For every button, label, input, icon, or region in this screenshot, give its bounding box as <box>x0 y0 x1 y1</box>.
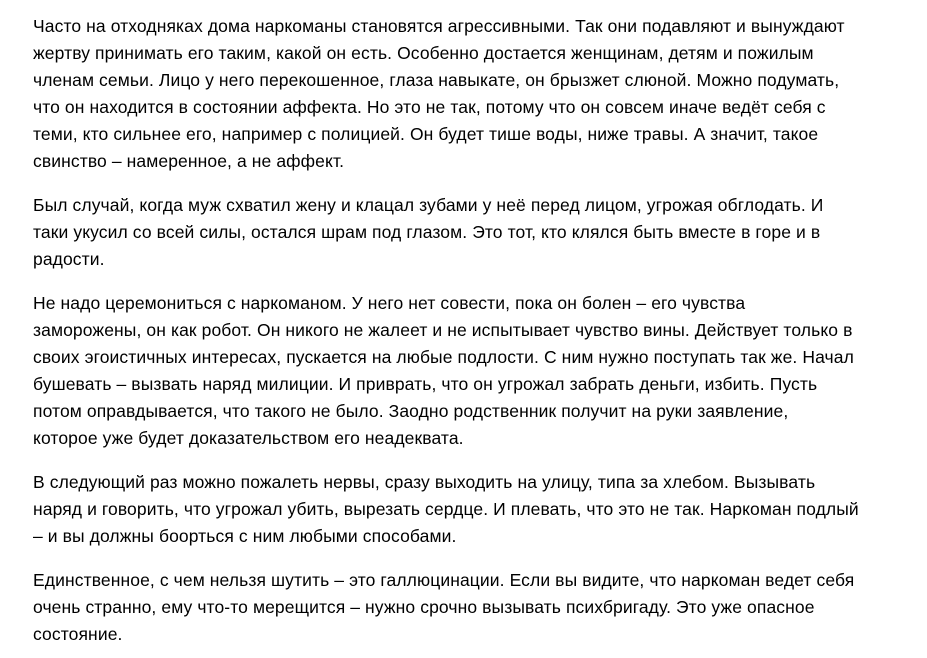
paragraph-line: – и вы должны боорться с ним любыми способами. <box>33 526 457 546</box>
paragraph-line: таки укусил со всей силы, остался шрам под глазом. Это тот, кто клялся быть вместе в горе и в <box>33 222 821 242</box>
paragraph-line: теми, кто сильнее его, например с полицией. Он будет тише воды, ниже травы. А значит, такое <box>33 124 819 144</box>
paragraph-line: членам семьи. Лицо у него перекошенное, глаза навыкате, он брызжет слюной. Можно подумать, <box>33 70 840 90</box>
paragraph-line: наряд и говорить, что угрожал убить, вырезать сердце. И плевать, что это не так. Наркоман подлый <box>33 499 859 519</box>
paragraph-line: Был случай, когда муж схватил жену и клацал зубами у неё перед лицом, угрожая обглодать. И <box>33 195 824 215</box>
paragraph-3 <box>33 290 907 452</box>
paragraph-line: потом оправдывается, что такого не было. Заодно родственник получит на руки заявление, <box>33 401 789 421</box>
paragraph-line: В следующий раз можно пожалеть нервы, сразу выходить на улицу, типа за хлебом. Вызывать <box>33 472 816 492</box>
paragraph-line: жертву принимать его таким, какой он есть. Особенно достается женщинам, детям и пожилым <box>33 43 814 63</box>
paragraph-5 <box>33 567 907 648</box>
paragraph-line: свинство – намеренное, а не аффект. <box>33 151 345 171</box>
paragraph-line: заморожены, он как робот. Он никого не жалеет и не испытывает чувство вины. Действует только в <box>33 320 853 340</box>
paragraph-4 <box>33 469 907 550</box>
paragraph-line: своих эгоистичных интересах, пускается на любые подлости. С ним нужно поступать так же. Начал <box>33 347 854 367</box>
paragraph-line: радости. <box>33 249 105 269</box>
paragraph-line: бушевать – вызвать наряд милиции. И приврать, что он угрожал забрать деньги, избить. Пусть <box>33 374 818 394</box>
paragraph-line: что он находится в состоянии аффекта. Но это не так, потому что он совсем иначе ведёт себя с <box>33 97 826 117</box>
paragraph-line: очень странно, ему что-то мерещится – нужно срочно вызывать психбригаду. Это уже опасное <box>33 597 815 617</box>
paragraph-line: которое уже будет доказательством его неадеквата. <box>33 428 464 448</box>
paragraph-line: Единственное, с чем нельзя шутить – это галлюцинации. Если вы видите, что наркоман ведет себя <box>33 570 855 590</box>
paragraph-line: Не надо церемониться с наркоманом. У него нет совести, пока он болен – его чувства <box>33 293 746 313</box>
paragraph-2 <box>33 192 907 273</box>
paragraph-line: состояние. <box>33 624 123 644</box>
paragraph-1 <box>33 13 907 175</box>
paragraph-line: Часто на отходняках дома наркоманы становятся агрессивными. Так они подавляют и вынуждают <box>33 16 845 36</box>
